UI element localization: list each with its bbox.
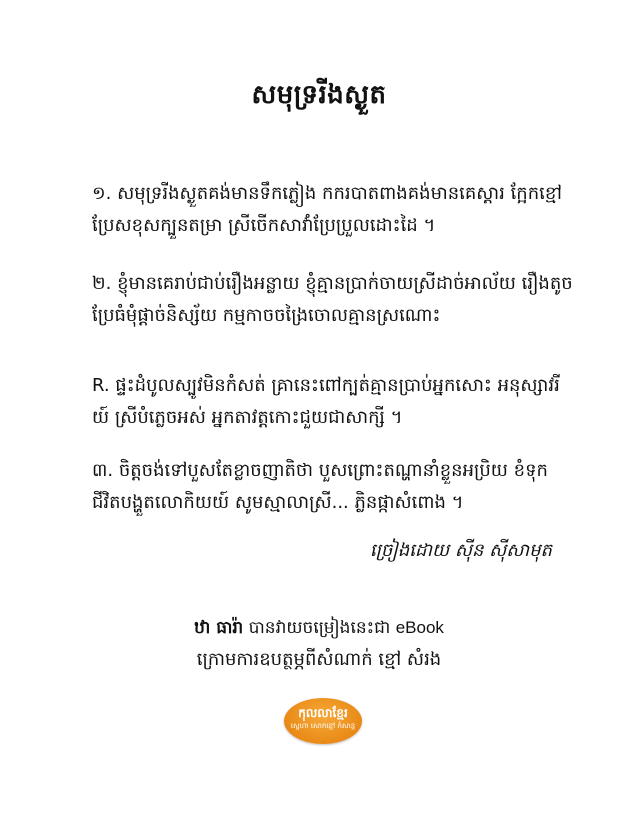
typist-credit	[0, 612, 638, 676]
logo-tagline: ស្នេហា សោកខ្មៅ កំសាន្ត	[290, 722, 356, 730]
verse-line: ៣. ចិត្តចង់ទៅបួសតែខ្លាចញាតិថា បួសព្រោះតណ្ហានាំខ្លួនអប្រិយ ខំទុក	[92, 460, 548, 481]
verse-line: ប្រែសខុសក្បួនតម្រា ស្រីចើកសាវាំប្រែប្រួលដោះដៃ ។	[92, 215, 436, 236]
publisher-name: ឋា ធារ៉ា	[194, 618, 244, 638]
credit-line-2: ក្រោមការឧបត្ថម្ភពីសំណាក់ ខ្មៅ សំរង	[196, 649, 442, 670]
singer-credit: ច្រៀងដោយ ស៊ីន ស៊ីសាមុត	[369, 540, 552, 561]
verse-line: R. ផ្ទះដំបូលស្បូវមិនកំសត់ គ្រានេះពៅក្បត់គ្មានប្រាប់អ្នកសោះ អនុស្សាវរី	[92, 375, 560, 396]
verse-line: ជីវិតបង្ហួតលោកិយយ៍ សូមស្មាលាស្រី... ភ្លិនផ្កាសំពោង ។	[92, 492, 464, 513]
verse-line: យ៍ ស្រីបំភ្លេចអស់ អ្នកតាវត្តកោះជួយជាសាក្សី ។	[92, 407, 403, 428]
site-logo	[284, 698, 362, 744]
ebook-label: eBook	[395, 618, 444, 637]
logo-name: កុលលាខ្មែរ	[298, 706, 348, 720]
verse-1	[92, 178, 562, 242]
verse-3	[92, 455, 562, 519]
verse-refrain	[92, 370, 562, 434]
verse-line: ប្រែធំមុំផ្តាច់និស្ស័យ កម្មកាចចង្រៃចោលគ្មានស្រណោះ	[92, 305, 441, 326]
verse-line: ១. សមុទ្ររីងស្ងួតគង់មានទឹកភ្លៀង កករបាតពាងគង់មានគេស្តារ ក្អែកខ្មៅ	[92, 183, 562, 204]
verse-2	[92, 268, 573, 332]
credit-text: បានវាយចម្រៀងនេះជា	[243, 618, 396, 638]
verse-line: ២. ខ្ញុំមានគេរាប់ជាប់រឿងអន្លាយ ខ្ញុំគ្មានប្រាក់ចាយស្រីដាច់អាល័យ រឿងតូច	[92, 273, 573, 294]
credit-line-1	[0, 612, 638, 644]
song-title: សមុទ្ររីងស្ងួត	[251, 80, 387, 110]
